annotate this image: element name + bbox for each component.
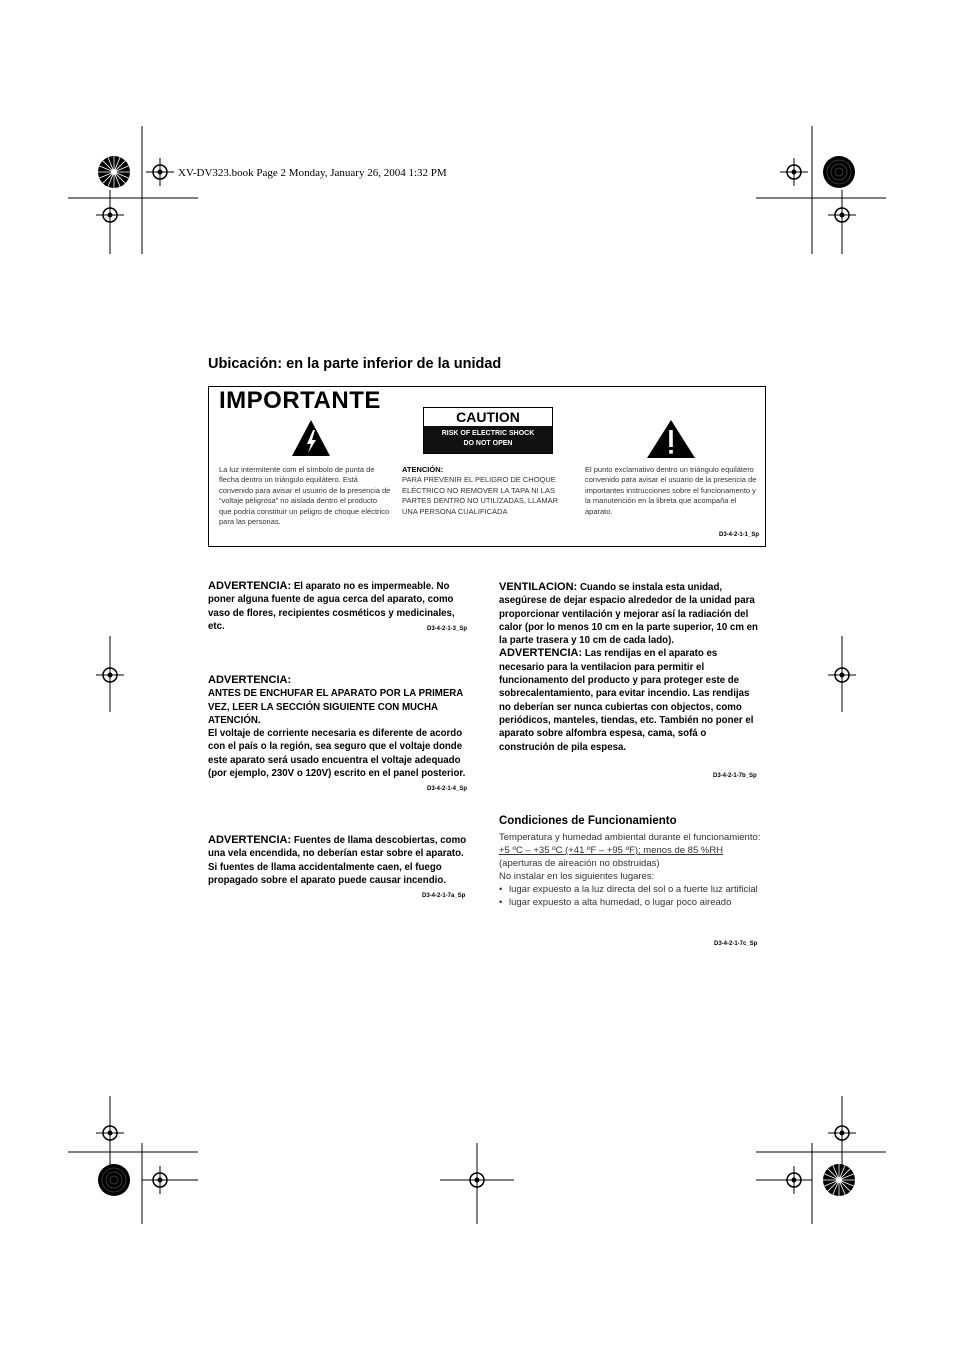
ventilacion-text: Cuando se instala esta unidad, asegúrese de dejar espacio alrededor de la unidad para proporcionar ventilación y mejorar así la radiación del calor (por lo menos 10 cm en la parte superior, 10 cm en la parte trasera y 10 cm de cada lado). — [499, 582, 758, 647]
importante-title: IMPORTANTE — [219, 387, 381, 414]
lightning-triangle-icon — [291, 419, 331, 457]
warning-text: El aparato no es impermeable. No poner alguna fuente de agua cerca del aparato, como vaso de flores, recipientes cosméticos y medicinales, etc. — [208, 581, 455, 632]
code-ref: D3-4-2-1-4_Sp — [427, 786, 468, 792]
code-ref: D3-4-2-1-1_Sp — [718, 532, 759, 538]
condiciones-block — [499, 831, 763, 909]
rosette-icon — [822, 1163, 856, 1197]
ventilacion-warning-text: Las rendijas en el aparato es necesario para la ventilacion para permitir el funcionamento del producto y para proteger este de sobrecalentamiento, para evitar incendio. Las rendijas no deberían ser nunca cubiertas con objectos, como periódicos, manteles, tiendas, etc. También no poner el aparato sobre alfombra espesa, cama, sofá o construción de pila espesa. — [499, 648, 754, 753]
warning-voltage — [208, 674, 473, 780]
warning-lead: ADVERTENCIA: — [208, 580, 292, 592]
warning-lead: ADVERTENCIA: — [499, 647, 583, 660]
condiciones-title: Condiciones de Funcionamiento — [499, 815, 677, 827]
condiciones-line: Temperatura y humedad ambiental durante el funcionamiento: — [499, 832, 761, 843]
warning-text: ANTES DE ENCHUFAR EL APARATO POR LA PRIMERA VEZ, LEER LA SECCIÓN SIGUIENTE CON MUCHA ATENCIÓN. El voltaje de corriente necesaria es diferente de acordo con el país o la región, sea seguro que el voltaje donde este aparato será usado encuentra el voltaje adequado (por ejemplo, 230V o 120V) escrito en el panel posterior. — [208, 688, 466, 780]
caution-sub-line2: DO NOT OPEN — [463, 440, 513, 447]
rosette-icon — [97, 155, 131, 189]
warning-flame — [208, 834, 473, 887]
ventilacion-block — [499, 581, 763, 754]
section-heading: Ubicación: en la parte inferior de la unidad — [208, 356, 502, 372]
caution-subtitle — [424, 426, 552, 453]
list-item: • lugar expuesto a la luz directa del sol o a fuerte luz artificial — [499, 883, 763, 896]
code-ref: D3-4-2-1-7a_Sp — [422, 893, 466, 899]
list-item: • lugar expuesto a alta humedad, o lugar poco aireado — [499, 896, 763, 909]
condiciones-line: (aperturas de aireación no obstruidas) — [499, 858, 660, 869]
warning-text: Fuentes de llama descobiertas, como una vela encendida, no deberían estar sobre el aparato. Si fuentes de llama accidentalmente caen, el fuego propagado sobre el aparato puede causar incendio. — [208, 835, 467, 886]
caution-title: CAUTION — [424, 408, 552, 426]
atencion-text: PARA PREVENIR EL PELIGRO DE CHOQUE ELÉCTRICO NO REMOVER LA TAPA NI LAS PARTES DENTRO NO UTILIZADAS, LLAMAR UNA PERSONA CUALIFICADA — [402, 475, 559, 516]
code-ref: D3-4-2-1-7b_Sp — [713, 773, 757, 779]
lightning-explanation: La luz intermitente com el símbolo de punta de flecha dentro un triángulo equilátero. Está convenido para avisar el usuario de la presencia de “voltaje peligrosa” no aislada dentro el producto que podría constituir un peligro de choque eléctrico para las personas. — [219, 465, 391, 527]
code-ref: D3-4-2-1-3_Sp — [427, 626, 468, 632]
ventilacion-lead: VENTILACION: — [499, 581, 578, 593]
exclamation-triangle-icon — [646, 419, 696, 459]
atencion-block — [402, 465, 574, 517]
exclamation-explanation: El punto exclamativo dentro un triángulo equilátero convenido para avisar el usuario de la presencia de importantes instrucciones sobre el funcionamento y la manutención en la libreta que acompaña el aparato. — [585, 465, 757, 516]
rosette-icon — [97, 1163, 131, 1197]
warning-lead: ADVERTENCIA: — [208, 834, 292, 846]
rosette-icon — [822, 155, 856, 189]
caution-sub-line1: RISK OF ELECTRIC SHOCK — [441, 430, 535, 437]
condiciones-line: No instalar en los siguientes lugares: — [499, 871, 655, 882]
importante-box — [208, 386, 766, 547]
warning-lead: ADVERTENCIA: — [208, 674, 292, 686]
condiciones-range: +5 ºC – +35 ºC (+41 ºF – +95 ºF); menos de 85 %RH — [499, 845, 724, 856]
atencion-heading: ATENCIÓN: — [402, 465, 444, 474]
code-ref: D3-4-2-1-7c_Sp — [714, 941, 758, 947]
file-header: XV-DV323.book Page 2 Monday, January 26, 2004 1:32 PM — [178, 167, 447, 179]
caution-label — [423, 407, 553, 454]
